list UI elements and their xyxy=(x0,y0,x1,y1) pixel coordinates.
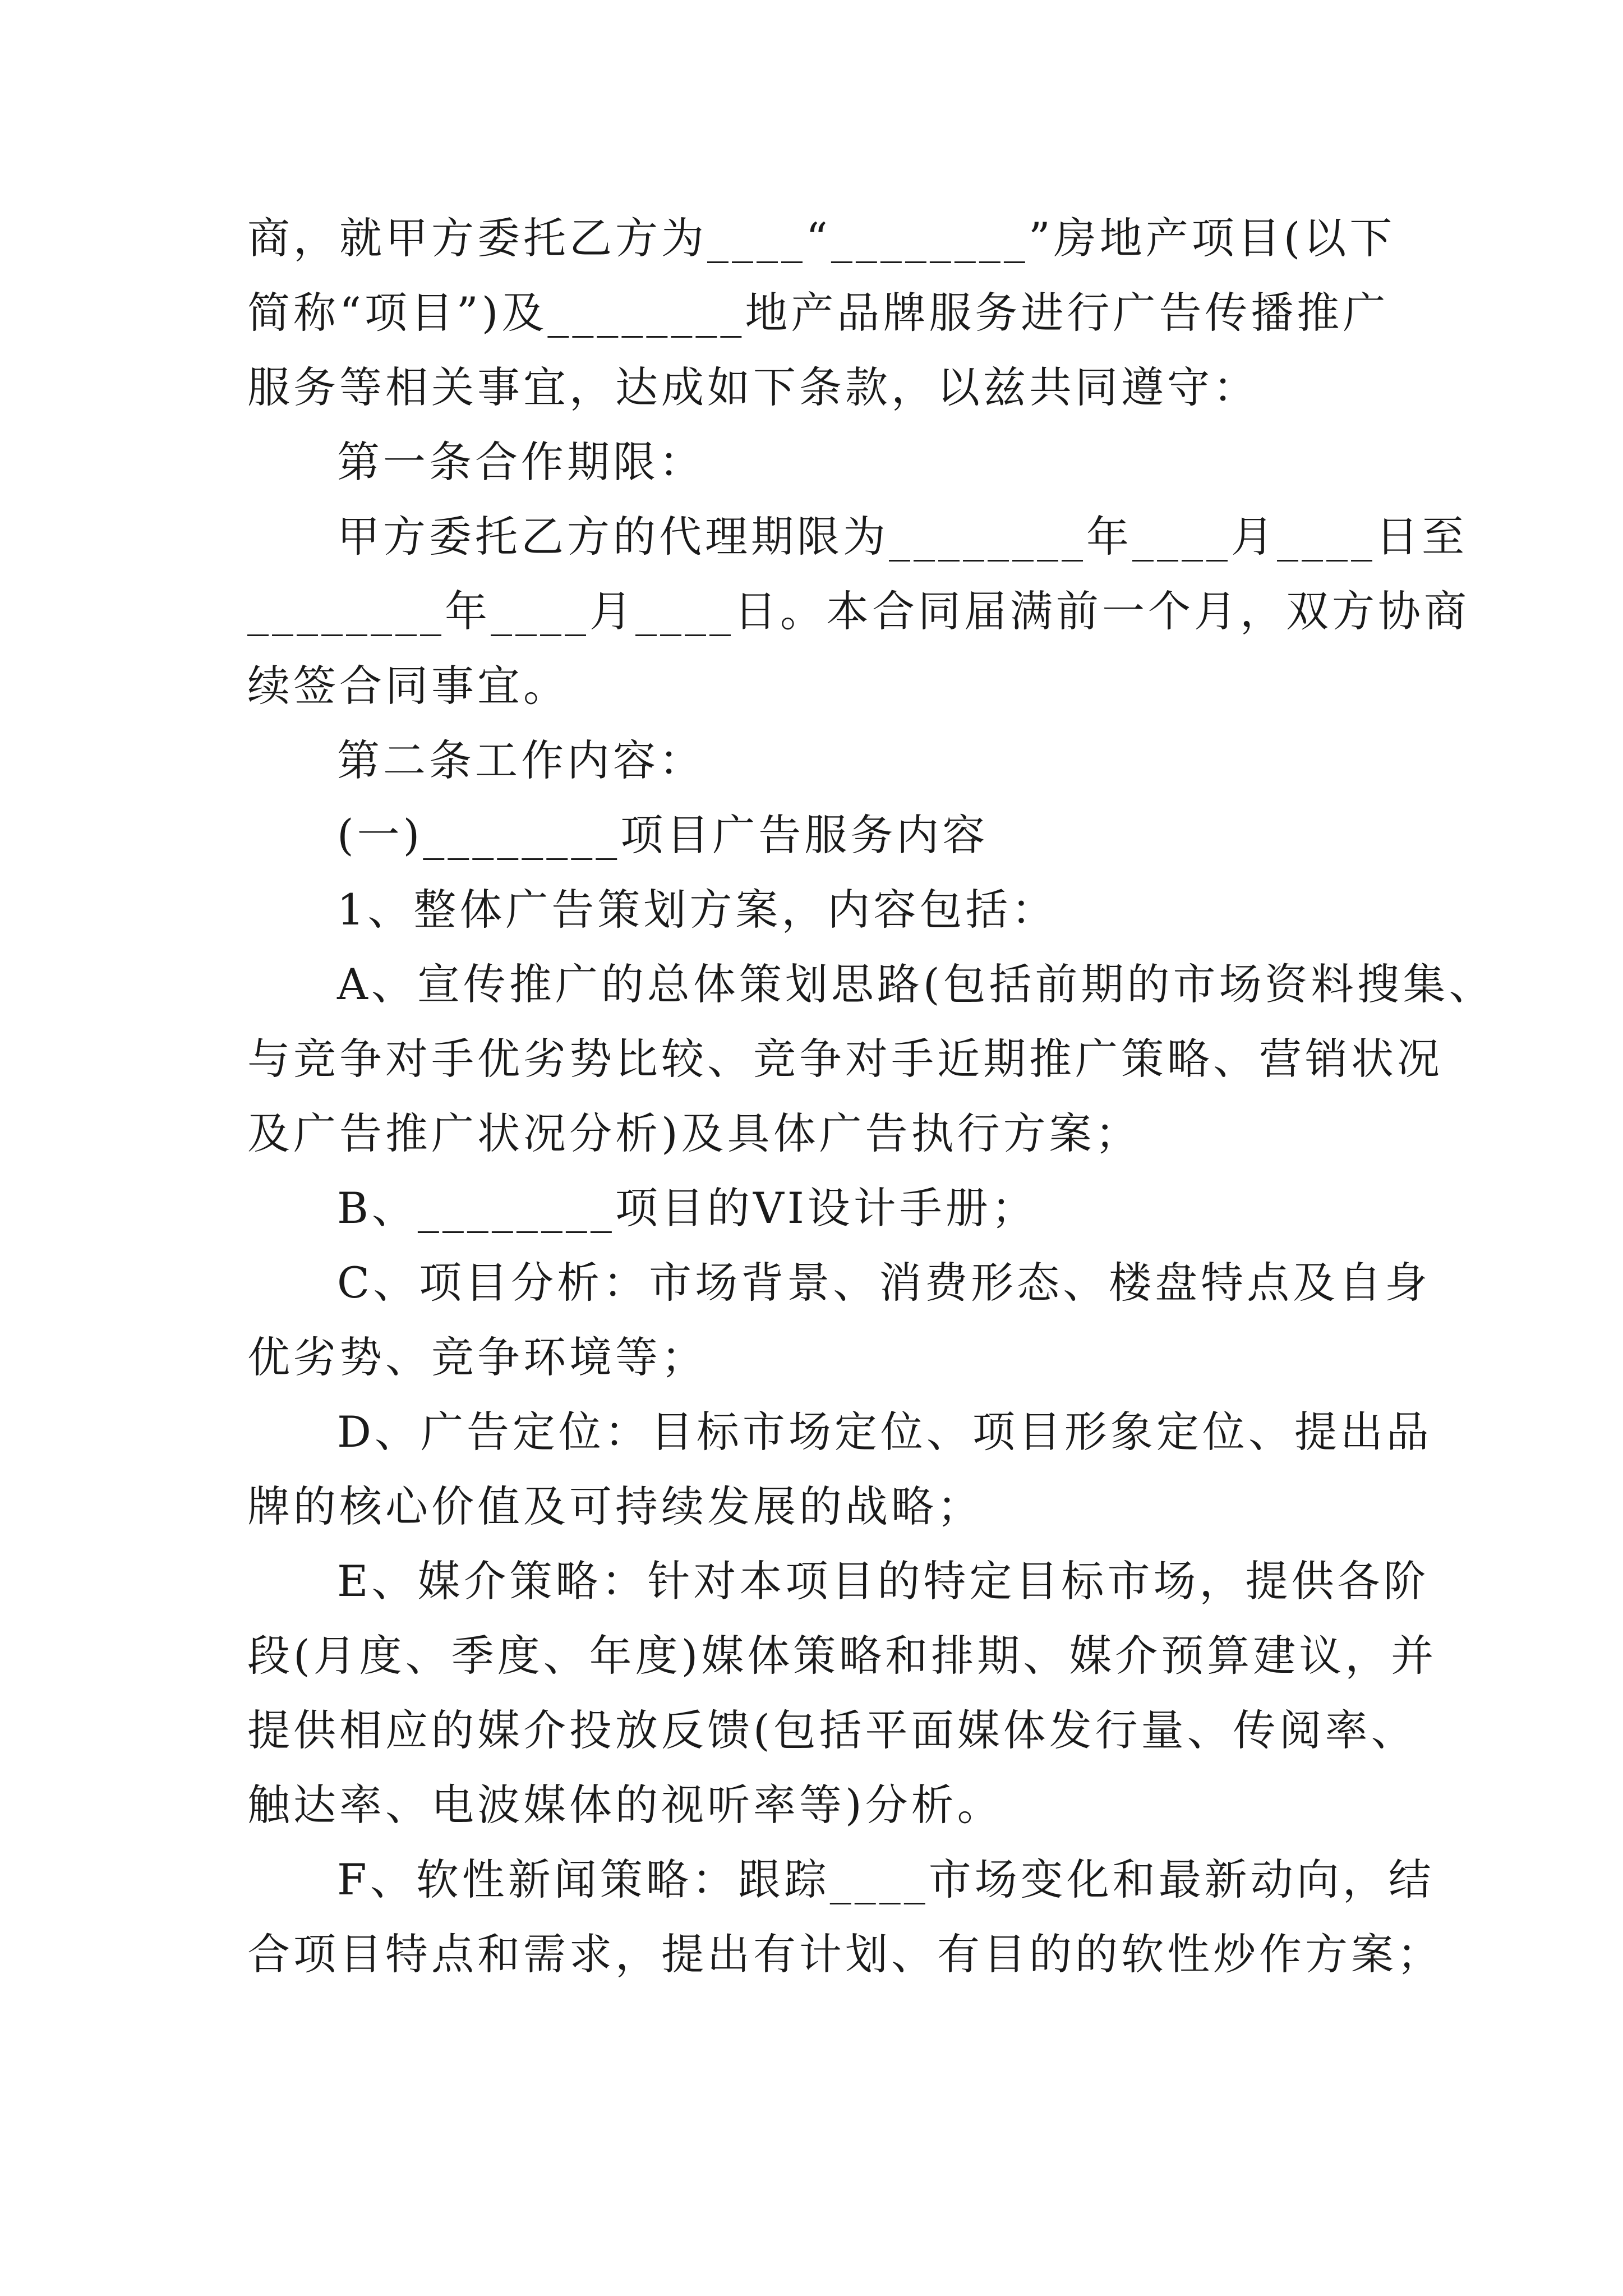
paragraph-line: ________年____月____日。本合同届满前一个月，双方协商 xyxy=(247,586,1470,636)
paragraph-line: 商，就甲方委托乙方为____“________”房地产项目(以下 xyxy=(247,213,1396,263)
list-item: E、媒介策略：针对本项目的特定目标市场，提供各阶 xyxy=(337,1556,1430,1606)
paragraph-line: 触达率、电波媒体的视听率等)分析。 xyxy=(247,1780,1003,1830)
paragraph-line: 服务等相关事宜，达成如下条款，以兹共同遵守： xyxy=(247,362,1259,412)
paragraph-line: 合项目特点和需求，提出有计划、有目的的软性炒作方案； xyxy=(247,1929,1443,1979)
paragraph-line: 甲方委托乙方的代理期限为________年____月____日至 xyxy=(337,512,1468,562)
section-heading: 第一条合作期限： xyxy=(337,437,705,487)
list-item: C、项目分析：市场背景、消费形态、楼盘特点及自身 xyxy=(337,1258,1431,1308)
paragraph-line: 牌的核心价值及可持续发展的战略； xyxy=(247,1481,983,1531)
list-item: D、广告定位：目标市场定位、项目形象定位、提出品 xyxy=(337,1407,1432,1457)
paragraph-line: 提供相应的媒介投放反馈(包括平面媒体发行量、传阅率、 xyxy=(247,1705,1417,1755)
list-item: F、软性新闻策略：跟踪____市场变化和最新动向，结 xyxy=(337,1855,1435,1904)
paragraph-line: 及广告推广状况分析)及具体广告执行方案； xyxy=(247,1108,1141,1158)
paragraph-line: 与竞争对手优劣势比较、竞争对手近期推广策略、营销状况 xyxy=(247,1034,1443,1084)
list-item: 1、整体广告策划方案，内容包括： xyxy=(337,885,1058,935)
list-item: A、宣传推广的总体策划思路(包括前期的市场资料搜集、 xyxy=(337,959,1495,1009)
paragraph-line: 优劣势、竞争环境等； xyxy=(247,1332,707,1382)
paragraph-line: 续签合同事宜。 xyxy=(247,661,569,711)
paragraph-line: 段(月度、季度、年度)媒体策略和排期、媒介预算建议，并 xyxy=(247,1631,1437,1681)
list-item: B、________项目的VI设计手册； xyxy=(337,1183,1038,1233)
section-heading: 第二条工作内容： xyxy=(337,735,705,785)
paragraph-line: 简称“项目”)及________地产品牌服务进行广告传播推广 xyxy=(247,288,1389,338)
subsection-heading: (一)________项目广告服务内容 xyxy=(337,810,989,860)
